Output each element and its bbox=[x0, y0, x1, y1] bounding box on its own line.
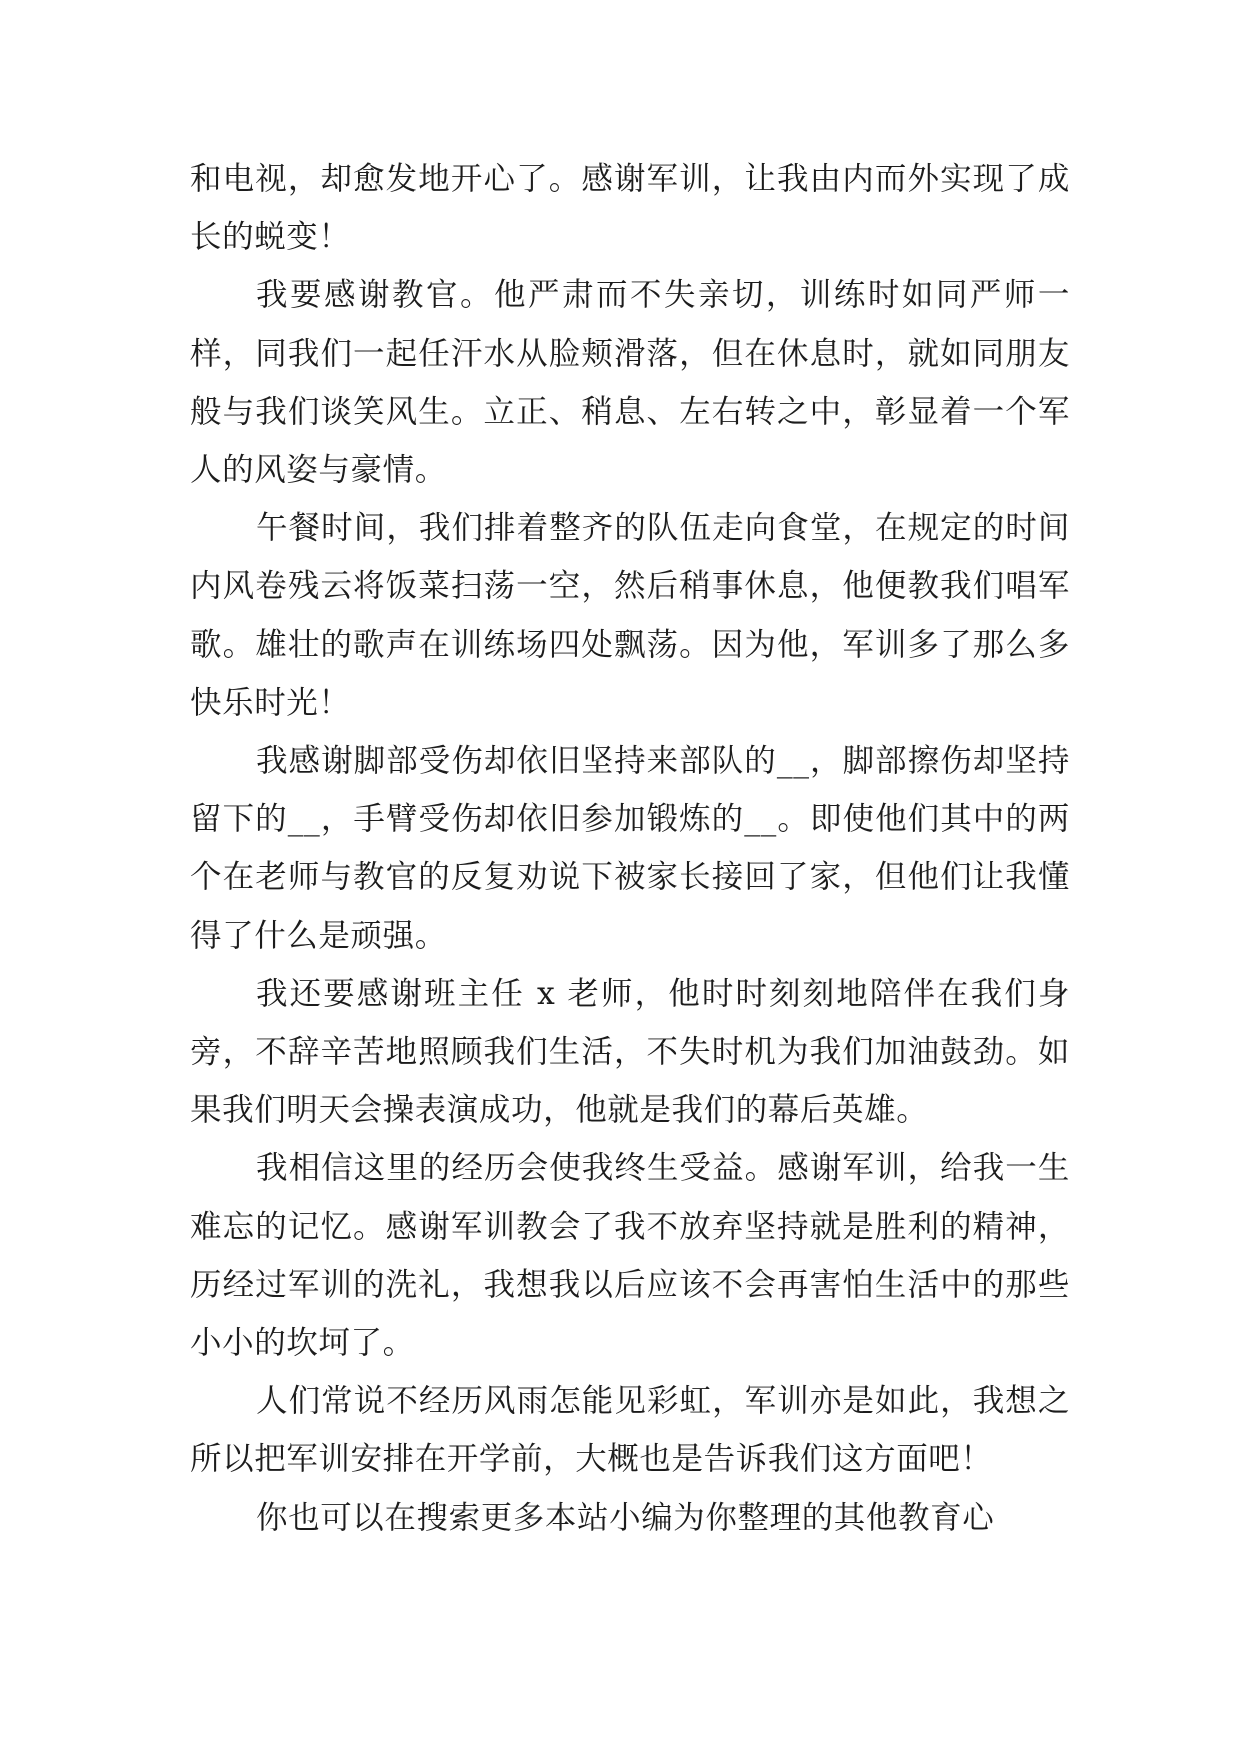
paragraph: 我还要感谢班主任 x 老师，他时时刻刻地陪伴在我们身旁，不辞辛苦地照顾我们生活，不失时机为我们加油鼓劲。如果我们明天会操表演成功，他就是我们的幕后英雄。 bbox=[190, 975, 1070, 1129]
paragraph: 我相信这里的经历会使我终生受益。感谢军训，给我一生难忘的记忆。感谢军训教会了我不放弃坚持就是胜利的精神，历经过军训的洗礼，我想我以后应该不会再害怕生活中的那些小小的坎坷了。 bbox=[190, 1150, 1070, 1362]
paragraph: 和电视，却愈发地开心了。感谢军训，让我由内而外实现了成长的蜕变！ bbox=[190, 161, 1070, 256]
paragraph: 午餐时间，我们排着整齐的队伍走向食堂，在规定的时间内风卷残云将饭菜扫荡一空，然后稍事休息，他便教我们唱军歌。雄壮的歌声在训练场四处飘荡。因为他，军训多了那么多快乐时光！ bbox=[190, 510, 1070, 721]
paragraph: 我感谢脚部受伤却依旧坚持来部队的__，脚部擦伤却坚持留下的__，手臂受伤却依旧参加锻炼的__。即使他们其中的两个在老师与教官的反复劝说下被家长接回了家，但他们让我懂得了什么是顽强。 bbox=[190, 743, 1070, 954]
paragraph: 我要感谢教官。他严肃而不失亲切，训练时如同严师一样，同我们一起任汗水从脸颊滑落，但在休息时，就如同朋友般与我们谈笑风生。立正、稍息、左右转之中，彰显着一个军人的风姿与豪情。 bbox=[190, 277, 1070, 489]
document-body bbox=[190, 150, 1070, 1547]
paragraph: 人们常说不经历风雨怎能见彩虹，军训亦是如此，我想之所以把军训安排在开学前，大概也是告诉我们这方面吧！ bbox=[190, 1383, 1070, 1478]
paragraph: 你也可以在搜索更多本站小编为你整理的其他教育心 bbox=[256, 1499, 995, 1536]
